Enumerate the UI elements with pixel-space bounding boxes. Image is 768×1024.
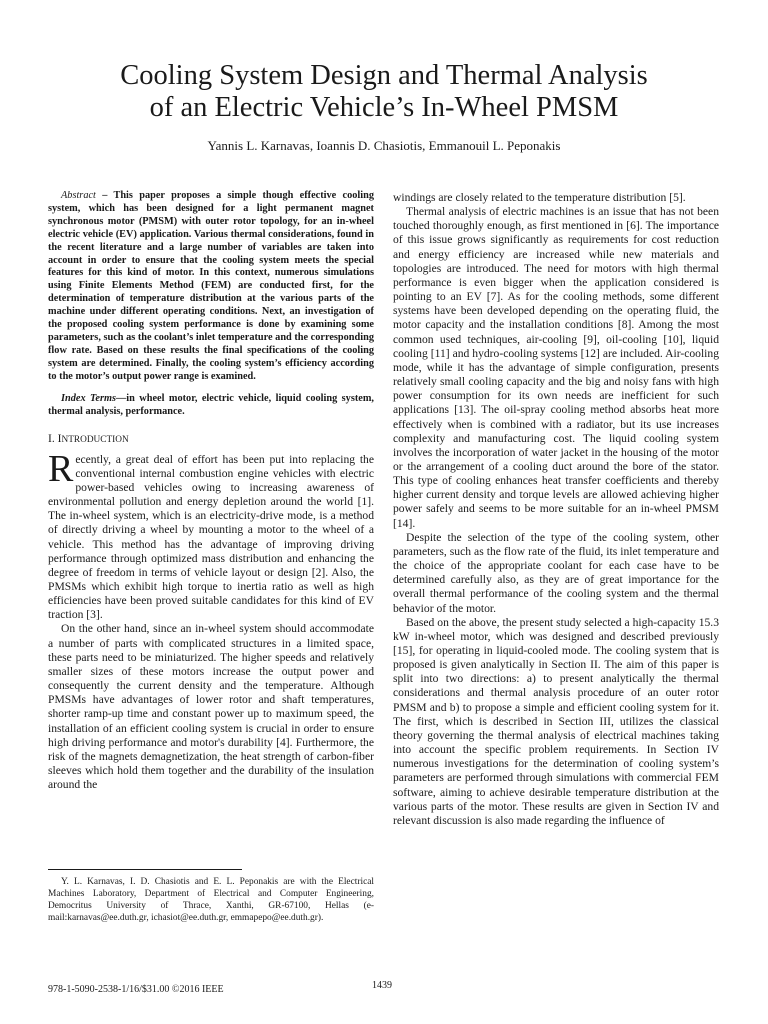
author-list: Yannis L. Karnavas, Ioannis D. Chasiotis, Emmanouil L. Peponakis bbox=[207, 138, 561, 153]
author-affiliation-footnote: Y. L. Karnavas, I. D. Chasiotis and E. L. Peponakis are with the Electrical Machines Laboratory, Department of Electrical and Computer Engineering, Democritus University of Thrace, Xanthi, GR-67100, Hellas (e-mail:karnavas@ee.duth.gr, ichasiot@ee.duth.gr, emmapepo@ee.duth.gr). bbox=[48, 877, 374, 923]
right-paragraph-2: Thermal analysis of electric machines is an issue that has not been touched thoroughly enough, as first mentioned in [6]. The importance of this issue grows significantly as requirements for cost reduction and energy efficiency are increased while new materials and topologies are introduced. The need for motors with high thermal performance is even bigger when the application considered is pointing to an EV [7]. As for the cooling methods, some different systems have been developed depending on the operating fluid, the motor capacity and the installation conditions [8]. Among the most common used techniques, air-cooling [9], oil-cooling [10], liquid cooling [11] and hydro-cooling systems [12] are included. Air-cooling mode, while it has the advantage of simple configuration, presents relatively small cooling capacity and the big and noisy fans with high power consumption for its own needs are inefficient for such applications [13]. The oil-spray cooling method absorbs heat more effectively when is combined with a radiator, but its use increases complexity and manufacturing cost. The liquid cooling system involves the incorporation of water jacket in the housing of the motor or the arrangement of a cooling duct around the bore of the stator. This type of cooling enhances heat transfer coefficients and thereby higher current density and torque levels are allowed achieving higher power safely and seems to be more suitable for an in-wheel PMSM [14]. bbox=[393, 205, 719, 530]
intro-paragraph-1-text: ecently, a great deal of effort has been put into replacing the conventional internal combustion engine vehicles with electric power-based vehicles owing to increasing awareness of environmental pollution and energy depletion around the world [1]. The in-wheel system, which is an electricity-drive mode, is a method of directly driving a wheel by mounting a motor to the wheel of a vehicle. This method has the advantage of improving driving performance through optimized mass distribution and enhancing the degree of freedom in terms of vehicle layout or design [2]. Also, the PMSMs which exhibit high torque to inertia ratio as well as high efficiencies have been proved suitable candidates for this kind of EV traction [3]. bbox=[48, 452, 374, 622]
index-terms-text: —in wheel motor, electric vehicle, liquid cooling system, thermal analysis, performance. bbox=[48, 392, 374, 417]
section-name: NTRODUCTION bbox=[61, 435, 129, 446]
abstract-text: – This paper proposes a simple though effective cooling system, which has been designed for a light permanent magnet synchronous motor (PMSM) with outer rotor topology, for an in-wheel electric vehicle (EV) application. Various thermal considerations, found in the recent literature and a large number of variables are taken into account in order to ensure that the cooling system meets the special features for this kind of motor. In this context, numerous simulations using Finite Elements Method (FEM) are conducted first, for the determination of temperature distribution at the various parts of the machine under different operating conditions. Next, an investigation of the proposed cooling system performance is done by examining some parameters, such as the coolant’s inlet temperature and the corresponding flow rate. Based on these results the final specifications of the cooling system are determined. Finally, the cooling system’s efficiency according to the motor’s output power range is examined. bbox=[48, 190, 374, 382]
index-terms bbox=[48, 393, 374, 419]
abstract-label: Abstract bbox=[61, 190, 96, 201]
section-heading-introduction bbox=[48, 432, 374, 447]
title-line-1: Cooling System Design and Thermal Analysis bbox=[120, 60, 648, 91]
intro-paragraph-2: On the other hand, since an in-wheel system should accommodate a number of parts with complicated structures in a limited space, these parts need to be miniaturized. The higher speeds and relatively smaller sizes of these motors increase the output power and consequently the current density and the temperature. Although PMSMs have advantages of lower rotor and shaft temperatures, shorter ramp-up time and constant power up to maximum speed, the installation of an efficient cooling system is crucial in order to ensure high driving performance and motor's durability [4]. Furthermore, the risk of the magnets demagnetization, the heat strength of carbon-fiber sleeves which hold them together and the durability of the insulation around the bbox=[48, 622, 374, 792]
page-number: 1439 bbox=[372, 980, 392, 991]
intro-paragraph-1 bbox=[48, 447, 374, 623]
footnote-divider bbox=[48, 869, 242, 870]
right-paragraph-4: Based on the above, the present study selected a high-capacity 15.3 kW in-wheel motor, which was designed and described previously [15], for operating in liquid-cooled mode. The cooling system that is proposed is given analytically in Section II. The aim of this paper is split into two directions: a) to present analytically the thermal considerations and thermal analysis procedure of an outer rotor PMSM and b) to propose a simple and efficient cooling system for it. The first, which is described in Section III, utilizes the classical theory governing the thermal analysis of electrical machines taking into account the specific problem requirements. In Section IV numerous investigations for the determination of cooling system’s parameters are performed through simulations with commercial FEM software, aiming to achieve desirable temperature distribution at the various parts of the motor. These results are given in Section IV and relevant discussion is also made regarding the influence of bbox=[393, 615, 719, 827]
section-number: I. I bbox=[48, 432, 62, 446]
copyright-notice: 978-1-5090-2538-1/16/$31.00 ©2016 IEEE bbox=[48, 984, 224, 995]
right-column bbox=[393, 191, 719, 828]
index-terms-label: Index Terms bbox=[61, 392, 116, 404]
drop-cap: R bbox=[48, 447, 74, 490]
abstract bbox=[48, 190, 374, 384]
right-paragraph-1: windings are closely related to the temperature distribution [5]. bbox=[393, 191, 686, 204]
title-line-2: of an Electric Vehicle’s In-Wheel PMSM bbox=[149, 92, 619, 123]
paper-title bbox=[40, 60, 728, 124]
left-column bbox=[48, 190, 374, 792]
right-paragraph-3: Despite the selection of the type of the cooling system, other parameters, such as the flow rate of the fluid, its inlet temperature and the choice of the appropriate coolant for each case have to be determined carefully also, as they are of great importance for the overall thermal performance of the cooling system and the thermal behavior of the motor. bbox=[393, 530, 719, 615]
